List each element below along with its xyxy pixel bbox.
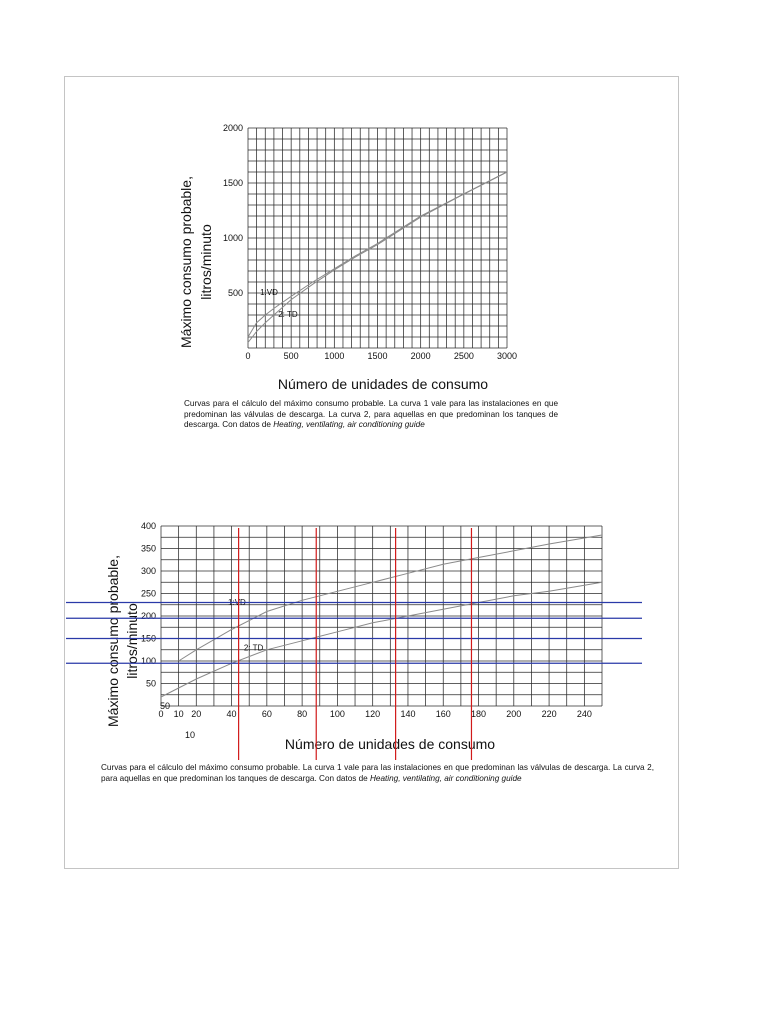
x-tick-label: 140 [400, 709, 416, 719]
x-tick-label: 500 [283, 351, 299, 361]
x-tick-label: 2000 [410, 351, 431, 361]
x-tick-label: 100 [329, 709, 345, 719]
x-tick-label: 180 [471, 709, 487, 719]
x-tick-label: 120 [365, 709, 381, 719]
x-tick-label: 20 [191, 709, 202, 719]
stray-tick-label: 50 [159, 701, 171, 711]
chart-2-small-range [66, 521, 642, 760]
x-tick-label: 0 [158, 709, 164, 719]
stray-tick-label: 10 [184, 730, 196, 740]
x-axis-label: Número de unidades de consumo [284, 736, 496, 752]
caption-2-source: Heating, ventilating, air conditioning guide [370, 773, 522, 783]
series-label-2: 2: TD [278, 310, 298, 320]
y-axis-label-line: litros/minuto [198, 224, 214, 300]
series-label-1: 1:VD [260, 288, 278, 298]
caption-1-source: Heating, ventilating, air conditioning guide [273, 420, 425, 430]
caption-1-text: Curvas para el cálculo del máximo consumo probable. La curva 1 vale para las instalaciones en que predominan las válvulas de descarga. La curva 2, para aquellas en que predominan los tanques de descarga. Con datos de [184, 399, 558, 430]
y-tick-label: 500 [227, 288, 243, 298]
y-tick-label: 50 [145, 678, 156, 689]
x-tick-label: 2500 [453, 351, 474, 361]
y-tick-label: 2000 [222, 123, 243, 133]
y-tick-label: 1000 [222, 233, 243, 243]
chart-1-large-range [178, 123, 517, 392]
y-axis-label-line: Máximo consumo probable, [178, 176, 194, 348]
y-tick-label: 350 [140, 543, 156, 554]
x-tick-label: 1000 [324, 351, 345, 361]
x-tick-label: 220 [541, 709, 557, 719]
chart-1-caption [184, 399, 558, 431]
y-tick-label: 250 [140, 588, 156, 599]
chart-2-caption [101, 763, 654, 784]
x-tick-label: 10 [173, 709, 184, 719]
x-tick-label: 0 [245, 351, 251, 361]
x-tick-label: 200 [506, 709, 522, 719]
series-label-1: 1:VD [228, 597, 246, 607]
x-tick-label: 80 [297, 709, 308, 719]
y-tick-label: 100 [140, 656, 156, 666]
y-tick-label: 150 [140, 633, 156, 644]
x-tick-label: 1500 [367, 351, 388, 361]
x-tick-label: 3000 [496, 351, 518, 361]
x-tick-label: 40 [226, 709, 237, 719]
y-tick-label: 1500 [222, 178, 243, 188]
x-tick-label: 60 [261, 709, 272, 719]
y-tick-label: 400 [140, 521, 156, 531]
x-tick-label: 240 [576, 709, 592, 719]
y-tick-label: 300 [140, 566, 156, 576]
series-label-2: 2: TD [243, 643, 264, 653]
caption-2-text: Curvas para el cálculo del máximo consumo probable. La curva 1 vale para las instalaciones en que predominan las válvulas de descarga. La curva 2, para aquellas en que predominan los tanques de descarga. Con datos de [101, 763, 654, 783]
x-axis-label: Número de unidades de consumo [277, 376, 489, 392]
x-tick-label: 160 [435, 709, 451, 719]
y-axis-label-line: litros/minuto [124, 603, 140, 679]
y-axis-label-line: Máximo consumo probable, [105, 555, 121, 727]
y-tick-label: 200 [140, 611, 156, 621]
